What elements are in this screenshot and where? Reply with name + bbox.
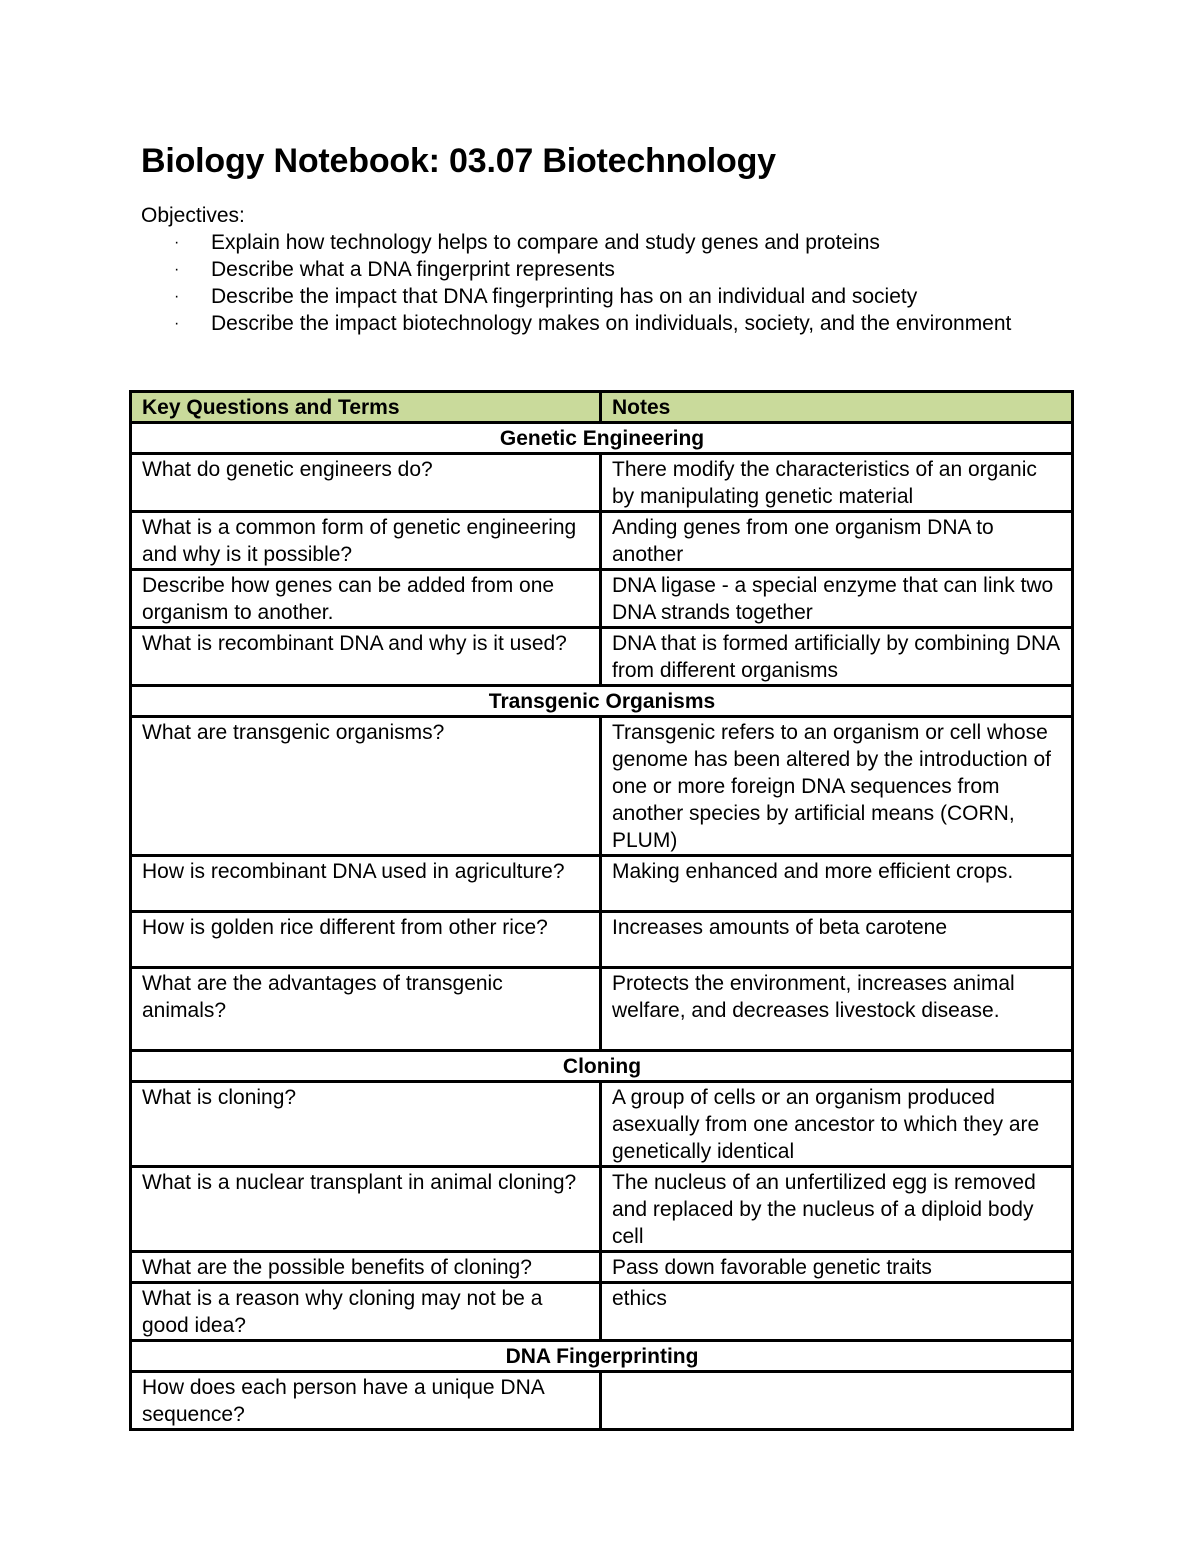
objective-text: Describe what a DNA fingerprint represents: [211, 258, 615, 281]
note-cell: DNA ligase - a special enzyme that can link two DNA strands together: [601, 570, 1073, 628]
section-row: [131, 1341, 1073, 1372]
objectives-label: Objectives:: [141, 204, 245, 227]
table-row: [131, 512, 1073, 570]
objective-text: Describe the impact that DNA fingerprinting has on an individual and society: [211, 285, 918, 308]
objective-text: Explain how technology helps to compare and study genes and proteins: [211, 231, 880, 254]
objective-item: [141, 283, 1021, 310]
objective-item: [141, 256, 1021, 283]
question-cell: What are the advantages of transgenic animals?: [131, 968, 601, 1051]
question-cell: How is golden rice different from other rice?: [131, 912, 601, 968]
table-row: [131, 912, 1073, 968]
question-cell: What do genetic engineers do?: [131, 454, 601, 512]
table-row: [131, 1283, 1073, 1341]
section-row: [131, 423, 1073, 454]
note-cell: Protects the environment, increases animal welfare, and decreases livestock disease.: [601, 968, 1073, 1051]
question-cell: How does each person have a unique DNA sequence?: [131, 1372, 601, 1430]
section-row: [131, 686, 1073, 717]
table-row: [131, 1082, 1073, 1167]
table-row: [131, 968, 1073, 1051]
bullet-icon: ·: [174, 234, 180, 251]
section-title: Cloning: [131, 1051, 1073, 1082]
table-row: [131, 856, 1073, 912]
objective-item: [141, 229, 1021, 256]
bullet-icon: ·: [174, 288, 180, 305]
header-notes: Notes: [601, 392, 1073, 423]
header-key-questions: Key Questions and Terms: [131, 392, 601, 423]
notes-table: [129, 390, 1074, 1431]
note-cell: There modify the characteristics of an organic by manipulating genetic material: [601, 454, 1073, 512]
question-cell: What are transgenic organisms?: [131, 717, 601, 856]
question-cell: What is a nuclear transplant in animal cloning?: [131, 1167, 601, 1252]
page-title: Biology Notebook: 03.07 Biotechnology: [141, 142, 776, 180]
table-header-row: [131, 392, 1073, 423]
table-row: [131, 454, 1073, 512]
section-title: DNA Fingerprinting: [131, 1341, 1073, 1372]
section-row: [131, 1051, 1073, 1082]
bullet-icon: ·: [174, 315, 180, 332]
question-cell: How is recombinant DNA used in agriculture?: [131, 856, 601, 912]
question-cell: What is recombinant DNA and why is it used?: [131, 628, 601, 686]
table-row: [131, 1252, 1073, 1283]
note-cell: [601, 1372, 1073, 1430]
note-cell: Anding genes from one organism DNA to another: [601, 512, 1073, 570]
question-cell: What is a reason why cloning may not be a good idea?: [131, 1283, 601, 1341]
table-row: [131, 1372, 1073, 1430]
note-cell: Transgenic refers to an organism or cell whose genome has been altered by the introduction of one or more foreign DNA sequences from another species by artificial means (CORN, PLUM): [601, 717, 1073, 856]
objective-item: [141, 310, 1021, 337]
question-cell: What is cloning?: [131, 1082, 601, 1167]
objective-text: Describe the impact biotechnology makes on individuals, society, and the environment: [211, 312, 1012, 335]
table-row: [131, 628, 1073, 686]
note-cell: The nucleus of an unfertilized egg is removed and replaced by the nucleus of a diploid body cell: [601, 1167, 1073, 1252]
question-cell: Describe how genes can be added from one organism to another.: [131, 570, 601, 628]
table-row: [131, 570, 1073, 628]
bullet-icon: ·: [174, 261, 180, 278]
note-cell: DNA that is formed artificially by combining DNA from different organisms: [601, 628, 1073, 686]
question-cell: What are the possible benefits of cloning?: [131, 1252, 601, 1283]
note-cell: Pass down favorable genetic traits: [601, 1252, 1073, 1283]
note-cell: Increases amounts of beta carotene: [601, 912, 1073, 968]
section-title: Genetic Engineering: [131, 423, 1073, 454]
note-cell: ethics: [601, 1283, 1073, 1341]
note-cell: Making enhanced and more efficient crops.: [601, 856, 1073, 912]
table-row: [131, 717, 1073, 856]
section-title: Transgenic Organisms: [131, 686, 1073, 717]
objectives-list: [141, 229, 1021, 337]
question-cell: What is a common form of genetic engineering and why is it possible?: [131, 512, 601, 570]
table-row: [131, 1167, 1073, 1252]
note-cell: A group of cells or an organism produced asexually from one ancestor to which they are genetically identical: [601, 1082, 1073, 1167]
